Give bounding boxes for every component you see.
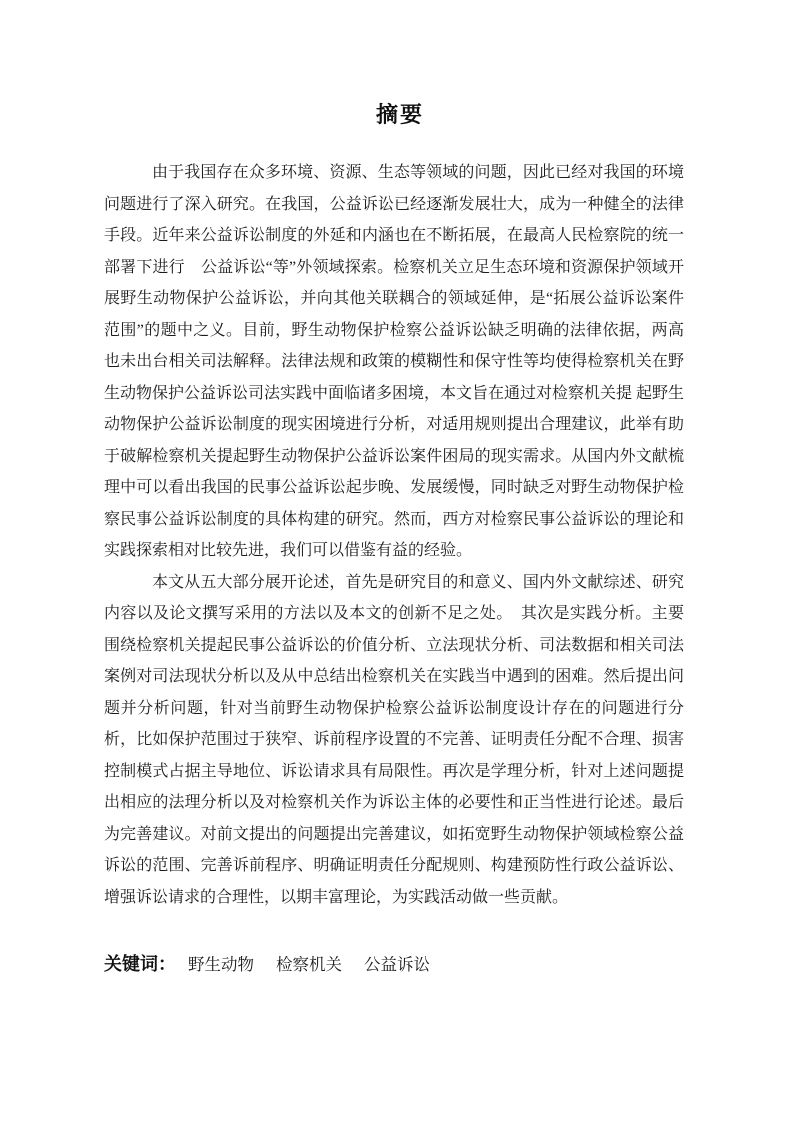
keyword-wildlife: 野生动物 [188,955,254,974]
abstract-paragraph-2: 本文从五大部分展开论述，首先是研究目的和意义、国内外文献综述、研究内容以及论文撰写采用的方法以及本文的创新不足之处。 其次是实践分析。主要围绕检察机关提起民事公益诉讼的价值分析、立法现状分析、司法数据和相关司法案例对司法现状分析以及从中总结出检察机关在实践当中遇到的困难。然后提出问题并分析问题，针对当前野生动物保护检察公益诉讼制度设计存在的问题进行分析，比如保护范围过于狭窄、诉前程序设置的不完善、证明责任分配不合理、损害控制模式占据主导地位、诉讼请求具有局限性。再次是学理分析，针对上述问题提出相应的法理分析以及对检察机关作为诉讼主体的必要性和正当性进行论述。最后为完善建议。对前文提出的问题提出完善建议，如拓宽野生动物保护领域检察公益诉讼的范围、完善诉前程序、明确证明责任分配规则、构建预防性行政公益诉讼、增强诉讼请求的合理性，以期丰富理论，为实践活动做一些贡献。 [104,573,684,906]
abstract-paragraph-1: 由于我国存在众多环境、资源、生态等领域的问题，因此已经对我国的环境问题进行了深入研究。在我国，公益诉讼已经逐渐发展壮大，成为一种健全的法律手段。近年来公益诉讼制度的外延和内涵也在不断拓展，在最高人民检察院的统一部署下进行 公益诉讼“等”外领域探索。检察机关立足生态环境和资源保护领域开展野生动物保护公益诉讼，并向其他关联耦合的领域延伸，是“拓展公益诉讼案件范围”的题中之义。目前，野生动物保护检察公益诉讼缺乏明确的法律依据，两高也未出台相关司法解释。法律法规和政策的模糊性和保守性等均使得检察机关在野生动物保护公益诉讼司法实践中面临诸多困境，本文旨在通过对检察机关提 起野生动物保护公益诉讼制度的现实困境进行分析，对适用规则提出合理建议，此举有助于破解检察机关提起野生动物保护公益诉讼案件困局的现实需求。从国内外文献梳理中可以看出我国的民事公益诉讼起步晚、发展缓慢，同时缺乏对野生动物保护检察民事公益诉讼制度的具体构建的研究。然而，西方对检察民事公益诉讼的理论和实践探索相对比较先进，我们可以借鉴有益的经验。 [104,164,685,559]
keywords-label: 关键词： [104,954,176,974]
page-title: 摘要 [375,102,424,127]
abstract-body [104,157,684,982]
keyword-procuratorate: 检察机关 [276,955,342,974]
keyword-public-interest-litigation: 公益诉讼 [364,955,430,974]
keywords-line [104,949,684,982]
